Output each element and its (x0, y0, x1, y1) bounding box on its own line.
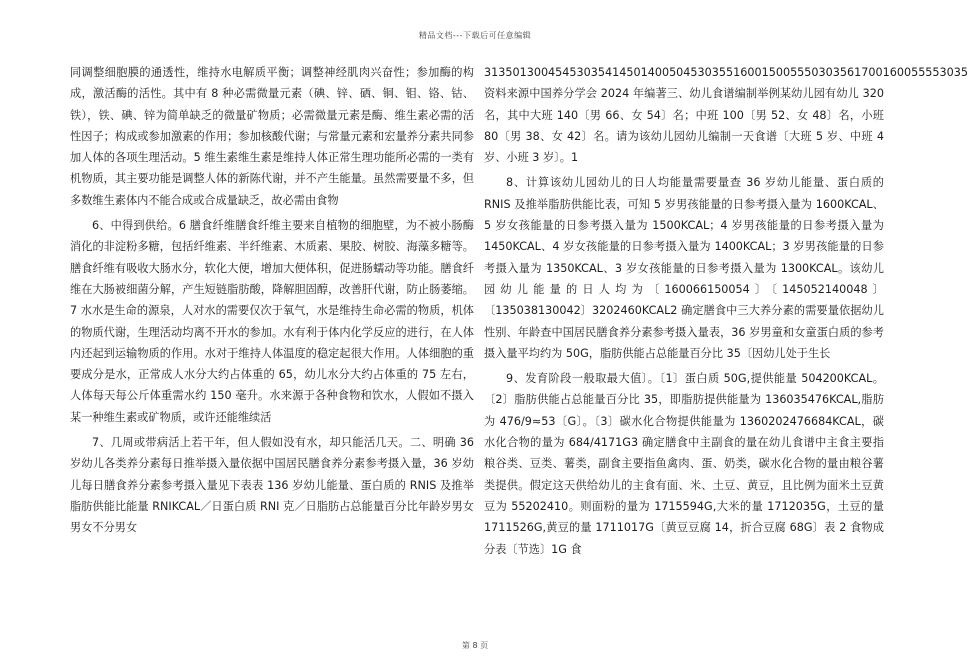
page-number: 第 8 页 (461, 641, 489, 650)
paragraph: 6、中得到供给。6 膳食纤维膳食纤维主要来自植物的细胞壁，为不被小肠酶消化的非淀粉多糖，包括纤维素、半纤维素、木质素、果胶、树胶、海藻多糖等。膳食纤维有吸收大肠水分，软化大便，增加大便体积，促进肠蠕动等功能。膳食纤维在大肠被细菌分解，产生短链脂肪酸，降解胆固醇，改善肝代谢，防止肠萎缩。7 水水是生命的源泉，人对水的需要仅次于氧气，水是维持生命必需的物质，机体的物质代谢，生理活动均离不开水的参加。水有利于体内化学反应的进行，在人体内还起到运输物质的作用。水对于维持人体温度的稳定起很大作用。人体细胞的重要成分是水，正常成人水分大约占体重的 65，幼儿水分大约占体重的 75 左右，人体每天每公斤体重需水约 150 毫升。水来源于各种食物和饮水，人假如不摄入某一种维生素或矿物质，或许还能维续活 (70, 219, 474, 424)
left-column (70, 62, 474, 618)
paragraph: 7、几周或带病活上若干年，但人假如没有水，却只能活几天。二、明确 36 岁幼儿各类养分素每日推举摄入量依据中国居民膳食养分素参考摄入量，36 岁幼儿每日膳食养分素参考摄入量见下表表 136 岁幼儿能量、蛋白质的 RNIS 及推举脂肪供能比能量 RNIKCAL／日蛋白质 RNI 克／日脂肪占总能量百分比年龄岁男女男女不分男女 (70, 436, 474, 535)
paragraph: 同调整细胞膜的通透性，维持水电解质平衡；调整神经肌肉兴奋性；参加酶的构成，激活酶的活性。其中有 8 种必需微量元素（碘、锌、硒、铜、钼、铬、钴、铁），铁、碘、锌为简单缺乏的微量矿物质；必需微量元素是酶、维生素必需的活性因子；构成或参加激素的作用；参加核酸代谢；与常量元素和宏量养分素共同参加人体的各项生理活动。5 维生素维生素是维持人体正常生理功能所必需的一类有机物质，其主要功能是调整人体的新陈代谢，并不产生能量。虽然需要量不多，但多数维生素体内不能合成或合成量缺乏，故必需由食物 (70, 66, 474, 207)
paragraph: 8、计算该幼儿园幼儿的日人均能量需要量查 36 岁幼儿能量、蛋白质的 RNIS 及推举脂肪供能比表，可知 5 岁男孩能量的日参考摄入量为 1600KCAL、5 岁女孩能量的日参考摄入量为 1500KCAL；4 岁男孩能量的日参考摄入量为 1450KCAL、4 岁女孩能量的日参考摄入量为 1400KCAL；3 岁男孩能量的日参考摄入量为 1350KCAL、3 岁女孩能量的日参考摄入量为 1300KCAL。该幼儿园幼儿能量的日人均为〔160066150054〕〔145052140048〕〔135038130042〕3202460KCAL2 确定膳食中三大养分素的需要量依据幼儿性别、年龄查中国居民膳食养分素参考摄入量表，36 岁男童和女童蛋白质的参考摄入量平均约为 50G，脂肪供能占总能量百分比 35〔因幼儿处于生长 (484, 176, 884, 360)
paragraph: 31350130045453035414501400504530355160015005550303561700160055553035 资料来源中国养分学会 2024 年编著三、幼儿食谱编制举例某幼儿园有幼儿 320 名，其中大班 140〔男 66、女 54〕名；中班 100〔男 52、女 48〕名，小班 80〔男 38、女 42〕名。请为该幼儿园幼儿编制一天食谱〔大班 5 岁、中班 4 岁、小班 3 岁〕。1 (484, 66, 968, 165)
paragraph: 9、发育阶段一般取最大值〕。〔1〕蛋白质 50G,提供能量 504200KCAL。〔2〕脂肪供能占总能量百分比 35，即脂肪提供能量为 136035476KCAL,脂肪为 476/9≈53〔G〕。〔3〕碳水化合物提供能量为 1360202476684KCAL，碳水化合物的量为 684/4171G3 确定膳食中主副食的量在幼儿食谱中主食主要指粮谷类、豆类、薯类，副食主要指鱼禽肉、蛋、奶类，碳水化合物的量由粮谷薯类提供。假定这天供给幼儿的主食有面、米、土豆、黄豆，且比例为面米土豆黄豆为 55202410。则面粉的量为 1715594G,大米的量 1712035G，土豆的量 1711526G,黄豆的量 1711017G〔黄豆豆腐 14，折合豆腐 68G〕表 2 食物成分表〔节选〕1G 食 (484, 372, 884, 556)
right-column (484, 62, 968, 618)
page-header: 精品文档---下载后可任意编辑 (418, 31, 532, 40)
